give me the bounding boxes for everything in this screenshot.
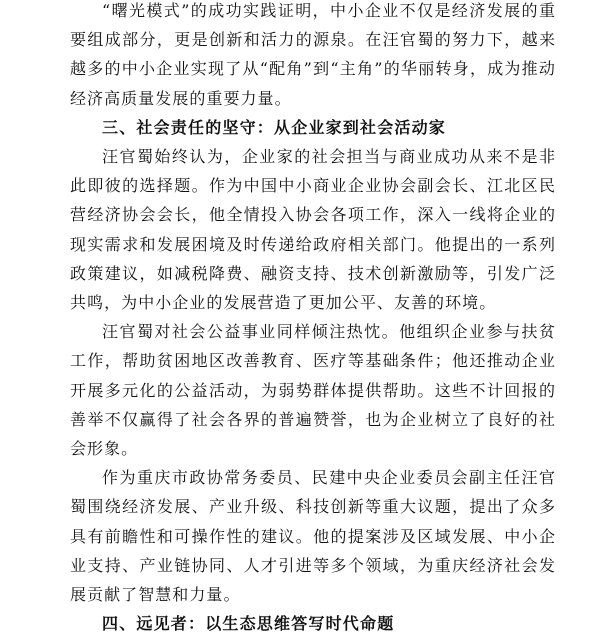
section-heading-social-responsibility: 三、社会责任的坚守：从企业家到社会活动家	[102, 117, 447, 137]
section-heading-visionary: 四、远见者：以生态思维答写时代命题	[102, 614, 395, 634]
paragraph-cppcc-proposals: 作为重庆市政协常务委员、民建中央企业委员会副主任汪官蜀围绕经济发展、产业升级、科技创新等重大议题，提出了众多具有前瞻性和可操作性的建议。他的提案涉及区域发展、中小企业支持、产业链协同、人才引进等多个领域，为重庆经济社会发展贡献了智慧和力量。	[70, 468, 556, 605]
paragraph-shuguang-model: “曙光模式”的成功实践证明，中小企业不仅是经济发展的重要组成部分，更是创新和活力的源泉。在汪官蜀的努力下，越来越多的中小企业实现了从“配角”到“主角”的华丽转身，成为推动经济高质量发展的重要力量。	[70, 1, 556, 108]
paragraph-entrepreneur-responsibility: 汪官蜀始终认为，企业家的社会担当与商业成功从来不是非此即彼的选择题。作为中国中小商业企业协会副会长、江北区民营经济协会会长，他全情投入协会各项工作，深入一线将企业的现实需求和发展困境及时传递给政府相关部门。他提出的一系列政策建议，如减税降费、融资支持、技术创新激励等，引发广泛共鸣，为中小企业的发展营造了更加公平、友善的环境。	[70, 147, 556, 313]
paragraph-public-welfare: 汪官蜀对社会公益事业同样倾注热忱。他组织企业参与扶贫工作，帮助贫困地区改善教育、医疗等基础条件；他还推动企业开展多元化的公益活动，为弱势群体提供帮助。这些不计回报的善举不仅赢得了社会各界的普遍赞誉，也为企业树立了良好的社会形象。	[70, 322, 556, 459]
